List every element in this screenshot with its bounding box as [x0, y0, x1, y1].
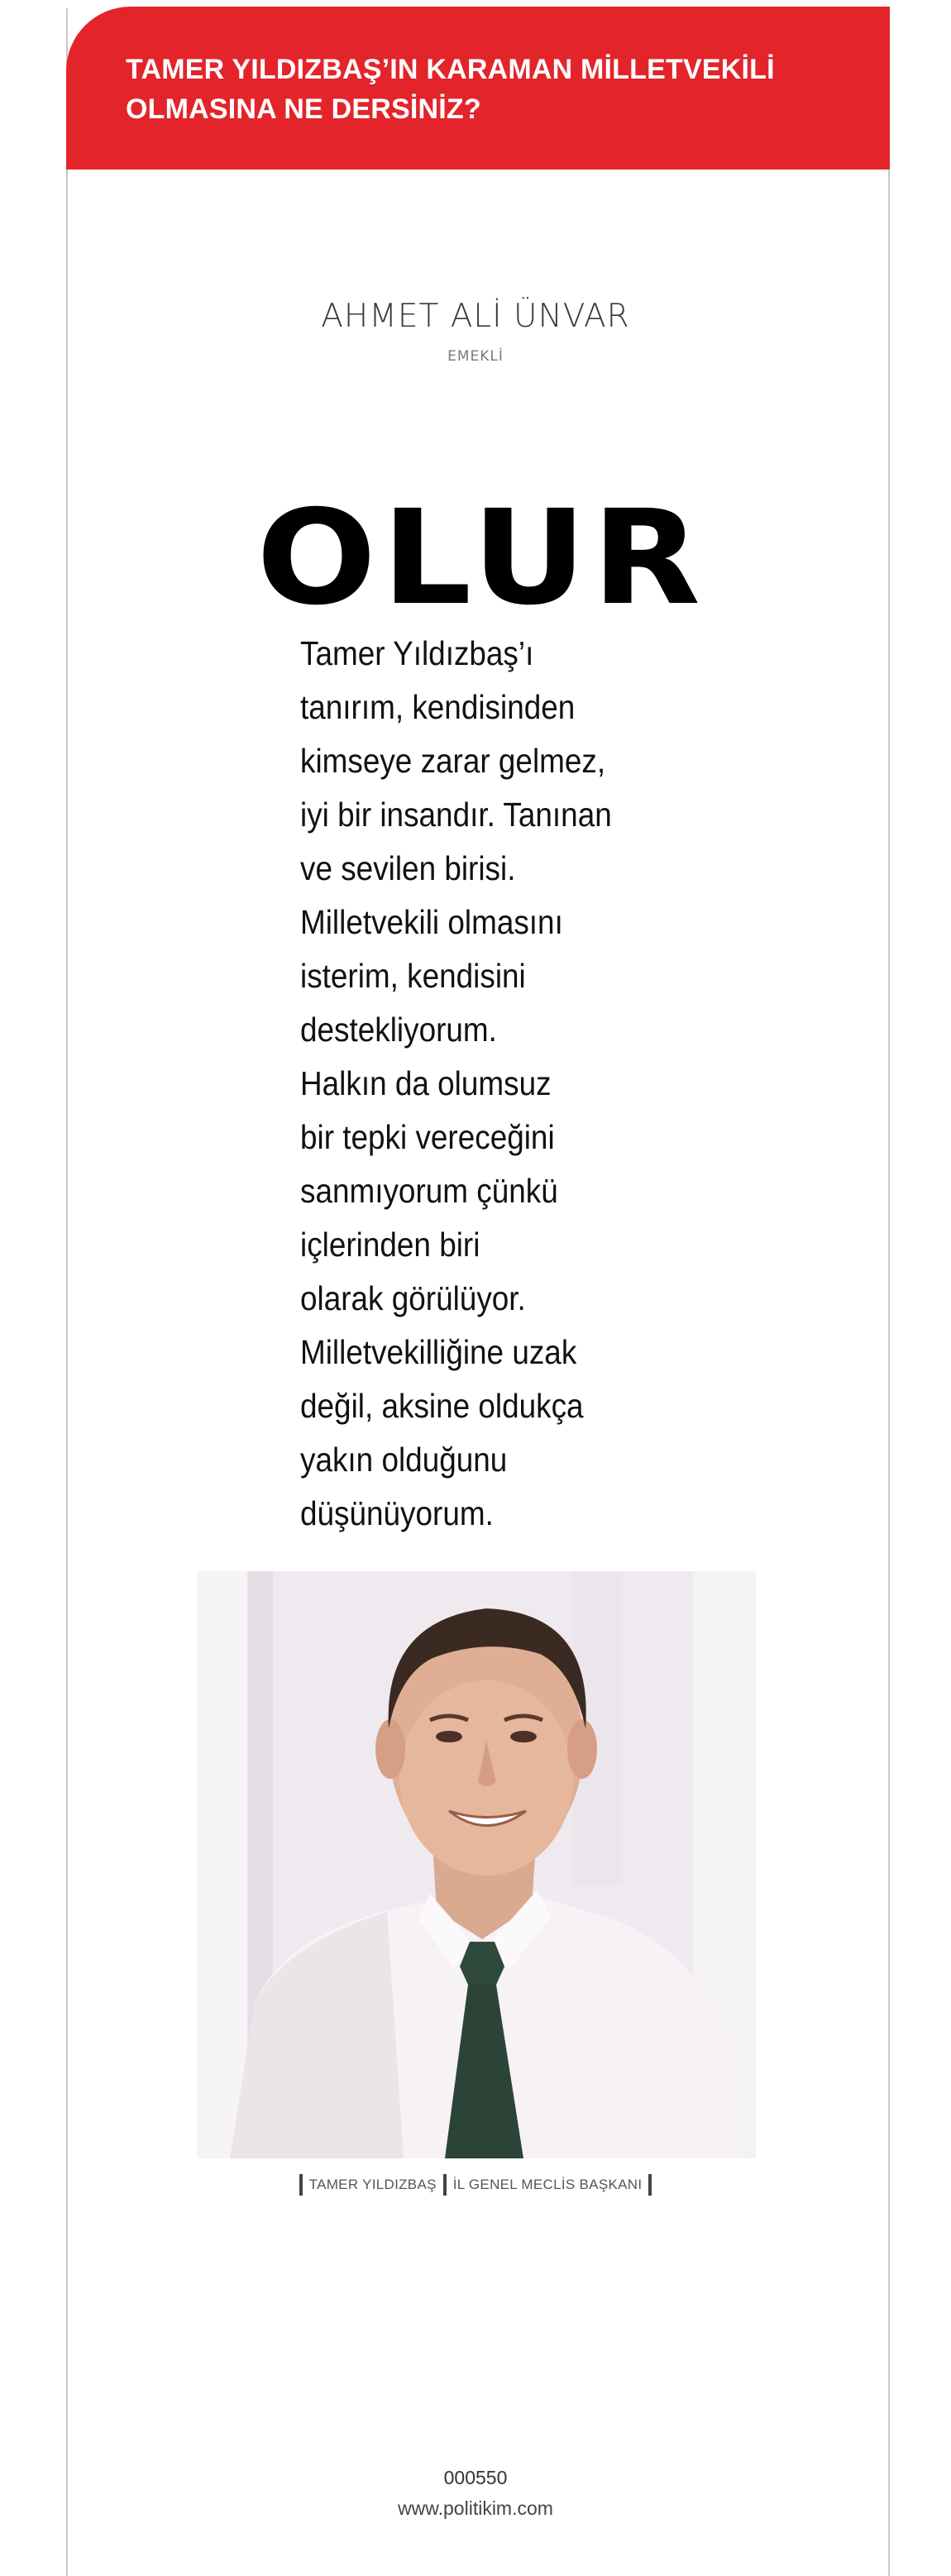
- answer-line: değil, aksine oldukça: [300, 1387, 584, 1425]
- answer-line: iyi bir insandır. Tanınan: [300, 796, 612, 834]
- answer-line: isterim, kendisini: [300, 957, 526, 995]
- caption-title: İL GENEL MECLİS BAŞKANI: [452, 2177, 643, 2192]
- respondent-role: EMEKLİ: [447, 348, 504, 365]
- question-line-1: TAMER YILDIZBAŞ’IN KARAMAN MİLLETVEKİLİ: [126, 54, 775, 85]
- answer-line: kimseye zarar gelmez,: [300, 742, 606, 780]
- caption-separator: [443, 2174, 447, 2196]
- caption-name: TAMER YILDIZBAŞ: [308, 2177, 437, 2192]
- answer-line: destekliyorum.: [300, 1011, 497, 1049]
- answer-line: tanırım, kendisinden: [300, 688, 576, 726]
- photo-caption: [0, 2174, 951, 2196]
- caption-separator: [648, 2174, 652, 2196]
- answer-line: sanmıyorum çünkü: [300, 1172, 558, 1210]
- footer-url: www.politikim.com: [398, 2497, 553, 2519]
- answer-line: düşünüyorum.: [300, 1494, 494, 1532]
- question-header: [66, 7, 890, 170]
- answer-text: [300, 627, 689, 1541]
- answer-line: bir tepki vereceğini: [300, 1118, 555, 1156]
- answer-line: Milletvekilliğine uzak: [300, 1333, 577, 1371]
- footer-code: 000550: [443, 2467, 508, 2488]
- answer-line: Tamer Yıldızbaş’ı: [300, 634, 534, 672]
- answer-line: yakın olduğunu: [300, 1441, 508, 1479]
- caption-separator: [299, 2174, 303, 2196]
- answer-line: olarak görülüyor.: [300, 1279, 526, 1317]
- verdict-heading: OLUR: [256, 482, 706, 634]
- respondent-name: AHMET ALİ ÜNVAR: [321, 298, 630, 335]
- person-portrait-photo: [197, 1571, 756, 2158]
- answer-line: Milletvekili olmasını: [300, 903, 563, 941]
- question-line-2: OLMASINA NE DERSİNİZ?: [126, 93, 481, 125]
- answer-line: ve sevilen birisi.: [300, 849, 516, 887]
- answer-line: Halkın da olumsuz: [300, 1064, 552, 1102]
- answer-line: içlerinden biri: [300, 1226, 480, 1264]
